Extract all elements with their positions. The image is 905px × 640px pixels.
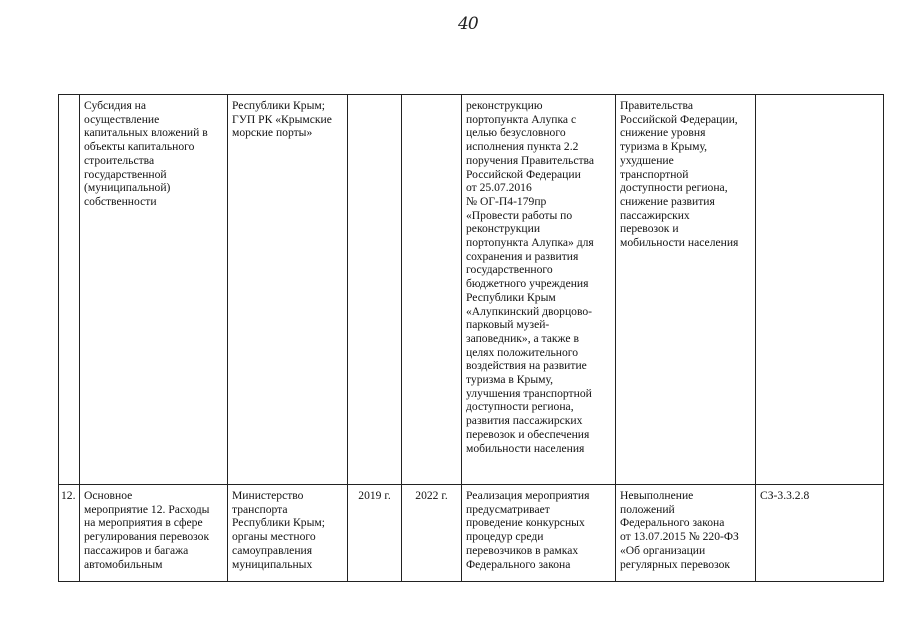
program-measures-table [58, 94, 884, 582]
cell-executor: Республики Крым; ГУП РК «Крымские морские порты» [228, 95, 348, 485]
cell-indicator-link [756, 95, 884, 485]
table-row [59, 485, 884, 582]
cell-end-year: 2022 г. [402, 485, 462, 582]
cell-measure-name: Основное мероприятие 12. Расходы на мероприятия в сфере регулирования перевозок пассажиров и багажа автомобильным [80, 485, 228, 582]
cell-number: 12. [59, 485, 80, 582]
cell-consequences: Правительства Российской Федерации, снижение уровня туризма в Крыму, ухудшение транспортной доступности региона, снижение развития пассажирских перевозок и мобильности населения [616, 95, 756, 485]
cell-end-year [402, 95, 462, 485]
page-number: 40 [458, 14, 478, 34]
cell-executor: Министерство транспорта Республики Крым; органы местного самоуправления муниципальных [228, 485, 348, 582]
cell-measure-name: Субсидия на осуществление капитальных вложений в объекты капитального строительства государственной (муниципальной) собственности [80, 95, 228, 485]
cell-indicator-link: СЗ-3.3.2.8 [756, 485, 884, 582]
cell-start-year: 2019 г. [348, 485, 402, 582]
cell-start-year [348, 95, 402, 485]
cell-expected-result: реконструкцию портопункта Алупка с целью безусловного исполнения пункта 2.2 поручения Правительства Российской Федерации от 25.07.2016 № ОГ-П4-179пр «Провести работы по реконструкции портопункта Алупка» для сохранения и развития государственного бюджетного учреждения Республики Крым «Алупкинский дворцово- парковый музей- заповедник», а также в целях положительного воздействия на развитие туризма в Крыму, улучшения транспортной доступности региона, развития пассажирских перевозок и обеспечения мобильности населения [462, 95, 616, 485]
cell-consequences: Невыполнение положений Федерального закона от 13.07.2015 № 220-ФЗ «Об организации регулярных перевозок [616, 485, 756, 582]
cell-expected-result: Реализация мероприятия предусматривает проведение конкурсных процедур среди перевозчиков в рамках Федерального закона [462, 485, 616, 582]
cell-number [59, 95, 80, 485]
table-row [59, 95, 884, 485]
